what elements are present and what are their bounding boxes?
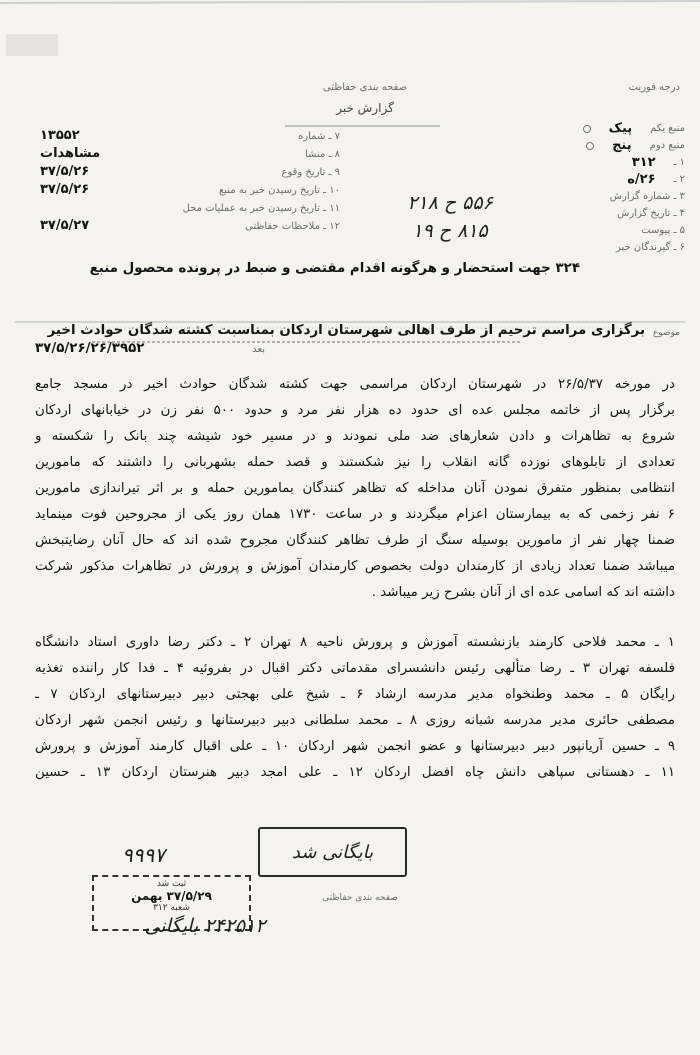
field-value: مشاهدات xyxy=(40,146,101,161)
field-row xyxy=(440,154,685,171)
field-row xyxy=(40,200,340,218)
field-label: ۱ ـ xyxy=(673,156,685,168)
field-value: پنج xyxy=(612,138,632,153)
list-line: ۹ ـ حسین آریانپور دبیر دبیرستانها و عضو انجمن شهر اردکان ۱۰ ـ علی اقبال کارمند آموزش و پرورش xyxy=(35,739,676,754)
handwritten-note: ۸۱۵ ح ۱۹ xyxy=(412,220,488,242)
handwritten-note: ۵۵۶ ح ۲۱۸ xyxy=(407,192,493,214)
body-line: برگزار پس از خاتمه مجلس عده ای حدود ده هزار نفر مرد و حدود ۵۰۰ نفر زن در خیابانهای اردکان xyxy=(35,403,675,418)
handwritten-signature: ۲۴۲۵۱۲ بایگانی xyxy=(144,915,266,937)
checkbox-dot-icon xyxy=(586,142,594,150)
field-row xyxy=(440,120,685,137)
field-row xyxy=(40,164,340,182)
field-label: ۹ ـ تاریخ وقوع xyxy=(281,167,340,178)
list-line: ۱۱ ـ دهستانی سپاهی دانش چاه افضل اردکان ۱۲ ـ علی امجد دبیر هنرستان اردکان ۱۳ ـ حسین xyxy=(35,765,676,780)
field-row xyxy=(40,182,340,200)
field-value: پیک xyxy=(608,121,633,136)
field-label: ۶ ـ گیرندگان خبر xyxy=(615,241,685,253)
reference-label: بعد xyxy=(252,344,265,355)
field-row xyxy=(40,218,340,236)
field-label: ۱۰ ـ تاریخ رسیدن خبر به منبع xyxy=(218,185,340,196)
stamp-line: شعبه ۳۱۲ xyxy=(153,903,190,913)
field-label: ۲ ـ xyxy=(673,173,685,185)
field-value: ۳۷/۵/۲۷ xyxy=(40,218,90,233)
field-row xyxy=(440,171,685,188)
field-value: ۱۳۵۵۲ xyxy=(40,128,80,143)
field-label: منبع دوم xyxy=(649,139,685,151)
field-label: ۴ ـ تاریخ گزارش xyxy=(617,207,685,219)
field-label: ۱۱ ـ تاریخ رسیدن خبر به عملیات محل xyxy=(182,203,340,214)
body-line: انتظامی بمنظور متفرق نمودن آنان مداخله که تظاهر کنندگان بمامورین حمله و بر اثر تیراندازی مامورین xyxy=(35,481,675,496)
stamp-line: ثبت شد xyxy=(156,879,187,889)
field-value: ۳۱۲ xyxy=(631,155,656,170)
body-line: تعدادی از تابلوهای نوزده گانه انقلاب را نیز شکستند و قصد حمله بشهربانی را داشتند که مامورین xyxy=(35,455,675,470)
urgency-label: درجه فوریت xyxy=(628,82,680,93)
subject-label: موضوع xyxy=(652,328,680,338)
body-line: در مورخه ۲۶/۵/۳۷ در شهرستان اردکان مراسمی جهت کشته شدگان حوادث اخیر در مسجد جامع xyxy=(35,377,675,392)
list-line: رایگان ۵ ـ محمد وطنخواه مدیر مدرسه ارشاد ۶ ـ شیخ علی بهجتی دبیر دبیرستانهای اردکان ۷ ـ xyxy=(35,687,675,702)
field-label: ۳ ـ شماره گزارش xyxy=(609,190,685,202)
reference-number: ۳۷/۵/۲۶/۲۶/۳۹۵۲ xyxy=(35,341,145,356)
left-fields xyxy=(40,128,340,236)
names-list xyxy=(35,630,675,786)
report-title: گزارش خبر xyxy=(336,101,394,115)
subject-line: برگزاری مراسم ترحیم از طرف اهالی شهرستان اردکان بمناسبت کشته شدگان حوادث اخیر xyxy=(47,323,645,338)
report-body xyxy=(35,372,675,606)
field-label: منبع یکم xyxy=(650,122,685,134)
archive-stamp xyxy=(258,827,407,877)
field-row xyxy=(440,137,685,154)
archive-stamp-text: بایگانی شد xyxy=(291,841,374,863)
field-value: ۲۶/ه xyxy=(627,172,656,187)
field-label: ۱۲ ـ ملاحظات حفاظتی xyxy=(245,221,340,232)
classification-bottom: صفحه بندی حفاظتی xyxy=(322,893,398,903)
body-line: داشته اند که اسامی عده ای از آنان بشرح زیر میباشد . xyxy=(371,585,675,600)
field-label: ۸ ـ منشا xyxy=(304,149,340,160)
document-number-handwritten: ۹۹۹۷ xyxy=(122,843,165,867)
classification-top: صفحه بندی حفاظتی xyxy=(322,82,408,93)
list-line: ۱ ـ محمد فلاحی کارمند بازنشسته آموزش و پرورش ناحیه ۸ تهران ۲ ـ دکتر رضا داوری استاد دانشگاه xyxy=(35,635,675,650)
body-line: ضمنا چهار نفر از مامورین بوسیله سنگ از طرف تظاهر کنندگان مجروح شده اند که حال آنان رضایتبخش xyxy=(35,533,675,548)
stamp-line: ۳۷/۵/۲۹ بهمن xyxy=(131,889,212,903)
field-label: ۵ ـ پیوست xyxy=(641,224,685,236)
body-line: میباشد ضمنا تعداد زیادی از کارمندان دولت بخصوص کارمندان آموزش و پرورش در تظاهرات مذکور شرکت xyxy=(35,559,675,574)
checkbox-dot-icon xyxy=(583,125,591,133)
field-value: ۳۷/۵/۲۶ xyxy=(40,182,90,197)
field-value: ۳۷/۵/۲۶ xyxy=(40,164,90,179)
list-line: مصطفی حائری مدیر مدرسه شبانه روزی ۸ ـ محمد سلطانی دبیر دبیرستانها و رئیس انجمن شهر اردکان xyxy=(35,713,675,728)
field-row xyxy=(40,146,340,164)
body-line: شروع به تظاهرات و دادن شعارهای ضد ملی نمودند و در مسیر خود شیشه چند بانک را شکسته و xyxy=(35,429,675,444)
instruction-line: ۳۲۴ جهت استحضار و هرگونه اقدام مقتضی و ضبط در پرونده محصول منبع xyxy=(89,261,580,276)
field-row xyxy=(40,128,340,146)
body-line: ۶ نفر زخمی که به بیمارستان اعزام میگردند و در ساعت ۱۷۳۰ همان روز یکی از مجروحین فوت مینماید xyxy=(35,507,675,522)
field-label: ۷ ـ شماره xyxy=(298,131,340,142)
list-line: فلسفه تهران ۳ ـ رضا متألهی رئیس دانشسرای مقدماتی دکتر اقبال در بفروئیه ۴ ـ فدا کار راننده تغذیه xyxy=(35,661,676,676)
